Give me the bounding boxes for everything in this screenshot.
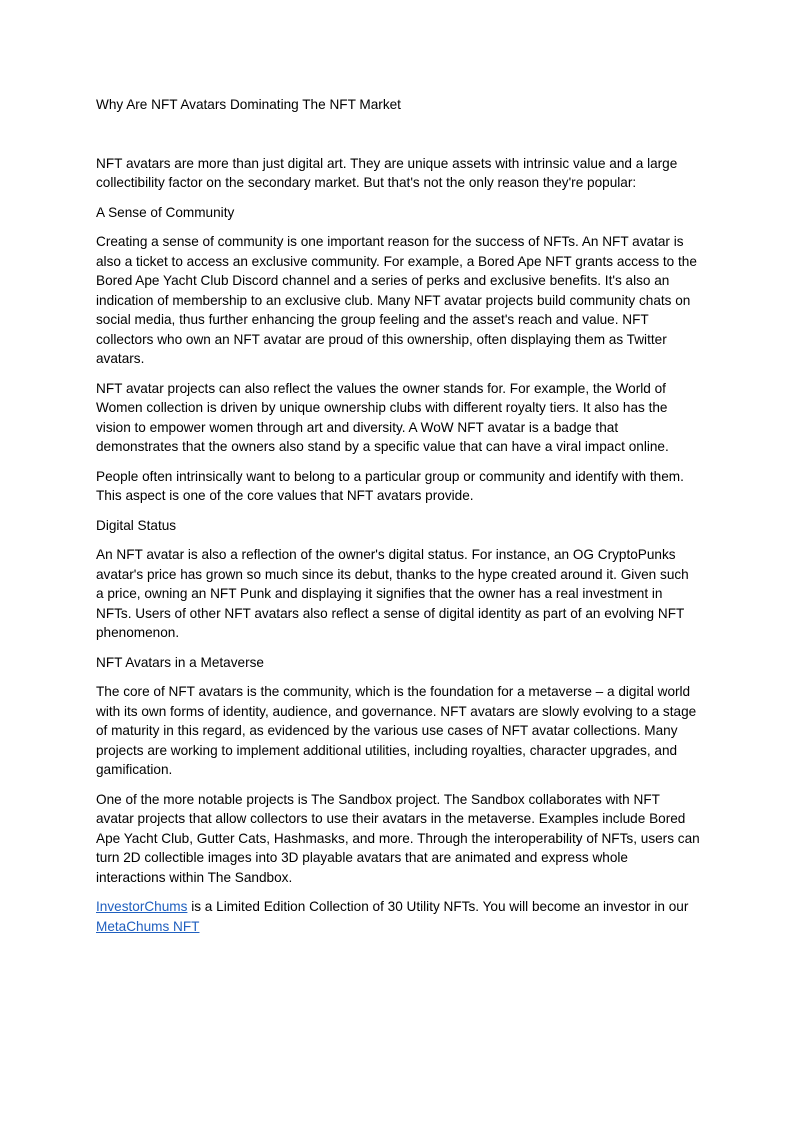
document-page [96,95,700,946]
section-heading-metaverse: NFT Avatars in a Metaverse [96,654,264,670]
community-paragraph-3: People often intrinsically want to belong to a particular group or community and identify with them. This aspect is one of the core values that NFT avatars provide. [96,468,684,503]
closing-text: is a Limited Edition Collection of 30 Utility NFTs. You will become an investor in our [187,899,689,914]
section-heading-digital-status: Digital Status [96,517,177,533]
metachums-nft-link[interactable]: MetaChums NFT [96,918,200,934]
intro-paragraph: NFT avatars are more than just digital art. They are unique assets with intrinsic value and a large collectibility factor on the secondary market. But that's not the only reason they're popular: [96,155,678,190]
digital-status-paragraph-1: An NFT avatar is also a reflection of the owner's digital status. For instance, an OG CryptoPunks avatar's price has grown so much since its debut, thanks to the hype created around it. Given such a price, owning an NFT Punk and displaying it signifies that the owner has a real investment in NFTs. Users of other NFT avatars also reflect a sense of digital identity as part of an evolving NFT phenomenon. [96,547,689,640]
community-paragraph-2: NFT avatar projects can also reflect the values the owner stands for. For example, the World of Women collection is driven by unique ownership clubs with different royalty tiers. It also has the vision to empower women through art and diversity. A WoW NFT avatar is a badge that demonstrates that the owners also stand by a specific value that can have a viral impact online. [96,380,669,454]
document-title: Why Are NFT Avatars Dominating The NFT Market [96,97,401,112]
community-paragraph-1: Creating a sense of community is one important reason for the success of NFTs. An NFT avatar is also a ticket to access an exclusive community. For example, a Bored Ape NFT grants access to the Bored Ape Yacht Club Discord channel and a series of perks and exclusive benefits. It's also an indication of membership to an exclusive club. Many NFT avatar projects build community chats on social media, thus further enhancing the group feeling and the asset's reach and value. NFT collectors who own an NFT avatar are proud of this ownership, often displaying them as Twitter avatars. [96,234,697,366]
closing-paragraph [96,897,700,936]
section-heading-community: A Sense of Community [96,204,235,220]
investorchums-link[interactable]: InvestorChums [96,899,188,914]
metaverse-paragraph-2: One of the more notable projects is The Sandbox project. The Sandbox collaborates with NFT avatar projects that allow collectors to use their avatars in the metaverse. Examples include Bored Ape Yacht Club, Gutter Cats, Hashmasks, and more. Through the interoperability of NFTs, users can turn 2D collectible images into 3D playable avatars that are animated and express whole interactions within The Sandbox. [96,791,700,885]
metaverse-paragraph-1: The core of NFT avatars is the community, which is the foundation for a metaverse – a digital world with its own forms of identity, audience, and governance. NFT avatars are slowly evolving to a stage of maturity in this regard, as evidenced by the various use cases of NFT avatar collections. Many projects are working to implement additional utilities, including royalties, character upgrades, and gamification. [96,684,697,777]
